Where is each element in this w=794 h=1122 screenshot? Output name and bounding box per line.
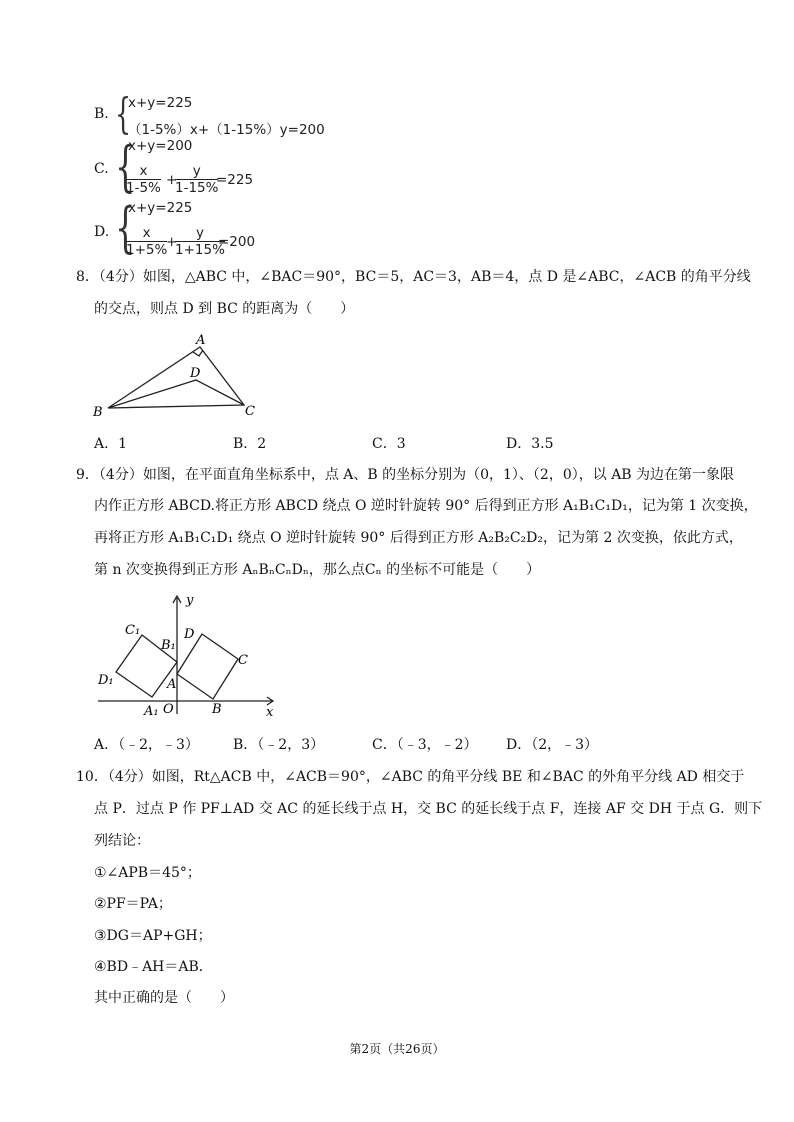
q7-c-frac2-num: y: [175, 163, 218, 180]
q7-b-eq1: x+y=225: [128, 95, 193, 111]
q9-label-x: x: [266, 705, 274, 720]
q10-conclusion-2: ②PF＝PA；: [94, 896, 172, 912]
square-abcd: [177, 634, 238, 699]
q8-option-d[interactable]: D．3.5: [506, 436, 554, 452]
q8-triangle-figure: [90, 330, 280, 422]
q9-option-a[interactable]: A．（﹣2，﹣3）: [94, 737, 199, 753]
q10-conclusion-1: ①∠APB＝45°；: [94, 865, 201, 881]
q8-stem-line2: 的交点，则点 D 到 BC 的距离为（ ）: [94, 301, 355, 317]
q7-d-frac1: [126, 225, 167, 258]
triangle-abc: [108, 347, 244, 408]
q10-conclusion-3: ③DG＝AP+GH；: [94, 928, 212, 944]
q8-option-c[interactable]: C．3: [372, 436, 406, 452]
q9-label-d1: D₁: [98, 673, 114, 688]
q7-d-frac1-num: x: [126, 225, 167, 242]
q9-label-a: A: [167, 677, 177, 692]
q9-label-o: O: [163, 702, 174, 717]
q7-d-rhs: =200: [218, 234, 256, 250]
q9-stem-line1: 9．（4分）如图，在平面直角坐标系中，点 A、B 的坐标分别为（0，1）、（2，0），以 AB 为边在第一象限: [76, 467, 735, 483]
q9-label-b: B: [212, 702, 222, 717]
q9-label-y: y: [186, 593, 194, 608]
q8-stem-line1: 8．（4分）如图，△ABC 中，∠BAC＝90°，BC＝5，AC＝3，AB＝4，点 D 是∠ABC，∠ACB 的角平分线: [76, 269, 751, 285]
q8-label-c: C: [245, 404, 255, 419]
q9-stem-line3: 再将正方形 A₁B₁C₁D₁ 绕点 O 逆时针旋转 90° 后得到正方形 A₂B₂C₂D₂，记为第 2 次变换，依此方式，: [94, 530, 743, 546]
q8-label-d: D: [190, 366, 201, 381]
q7-c-frac1-den: 1-5%: [126, 180, 161, 196]
q7-c-eq1: x+y=200: [128, 138, 193, 154]
q9-option-b[interactable]: B．（﹣2，3）: [233, 737, 325, 753]
q9-label-d: D: [184, 627, 195, 642]
q8-label-b: B: [93, 405, 103, 420]
q9-label-c1: C₁: [125, 623, 141, 638]
page-footer: 第2页（共26页）: [349, 1042, 445, 1056]
q10-stem-line2: 点 P．过点 P 作 PF⊥AD 交 AC 的延长线于点 H，交 BC 的延长线于点 F，连接 AF 交 DH 于点 G．则下: [94, 801, 763, 817]
q7-d-eq1: x+y=225: [128, 200, 193, 216]
q9-label-b1: B₁: [161, 638, 176, 653]
q7-c-frac2-den: 1-15%: [175, 180, 219, 196]
q7-option-c-label: C.: [94, 161, 109, 177]
q8-label-a: A: [196, 333, 206, 348]
q10-conclusion-4: ④BD﹣AH＝AB．: [94, 959, 213, 975]
q8-option-a[interactable]: A．1: [94, 436, 128, 452]
q7-c-frac2: [175, 163, 218, 196]
q7-d-plus: +: [166, 234, 178, 250]
q7-c-frac1: [126, 163, 161, 196]
q7-d-frac2-den: 1+15%: [175, 242, 225, 258]
q9-coordinate-figure: [92, 588, 287, 720]
q7-d-frac2-num: y: [175, 225, 225, 242]
q7-d-frac1-den: 1+5%: [126, 242, 168, 258]
q7-option-b-label: B.: [94, 106, 109, 122]
q7-b-eq2: （1-5%）x+（1-15%）y=200: [128, 122, 325, 138]
q9-stem-line2: 内作正方形 ABCD.将正方形 ABCD 绕点 O 逆时针旋转 90° 后得到正方形 A₁B₁C₁D₁，记为第 1 次变换，: [94, 498, 758, 514]
q10-stem-line3: 列结论：: [94, 833, 150, 849]
q9-option-d[interactable]: D．（2，﹣3）: [506, 737, 599, 753]
q7-c-rhs: =225: [216, 172, 254, 188]
q7-c-frac1-num: x: [126, 163, 161, 180]
q9-stem-line4: 第 n 次变换得到正方形 AₙBₙCₙDₙ，那么点Cₙ 的坐标不可能是（ ）: [94, 562, 541, 578]
brace-icon: {: [115, 89, 132, 138]
q10-stem-line1: 10．（4分）如图，Rt△ACB 中，∠ACB＝90°，∠ABC 的角平分线 BE 和∠BAC 的外角平分线 AD 相交于: [76, 769, 745, 785]
brace-icon: {: [115, 196, 136, 259]
q9-option-c[interactable]: C．（﹣3，﹣2）: [372, 737, 478, 753]
brace-icon: {: [115, 135, 136, 198]
q9-label-a1: A₁: [144, 704, 159, 719]
q10-answer-prompt: 其中正确的是（ ）: [94, 990, 234, 1006]
q7-c-plus: +: [166, 172, 178, 188]
q7-option-d-label: D.: [94, 224, 110, 240]
q9-label-c: C: [238, 653, 248, 668]
q8-option-b[interactable]: B．2: [233, 436, 267, 452]
